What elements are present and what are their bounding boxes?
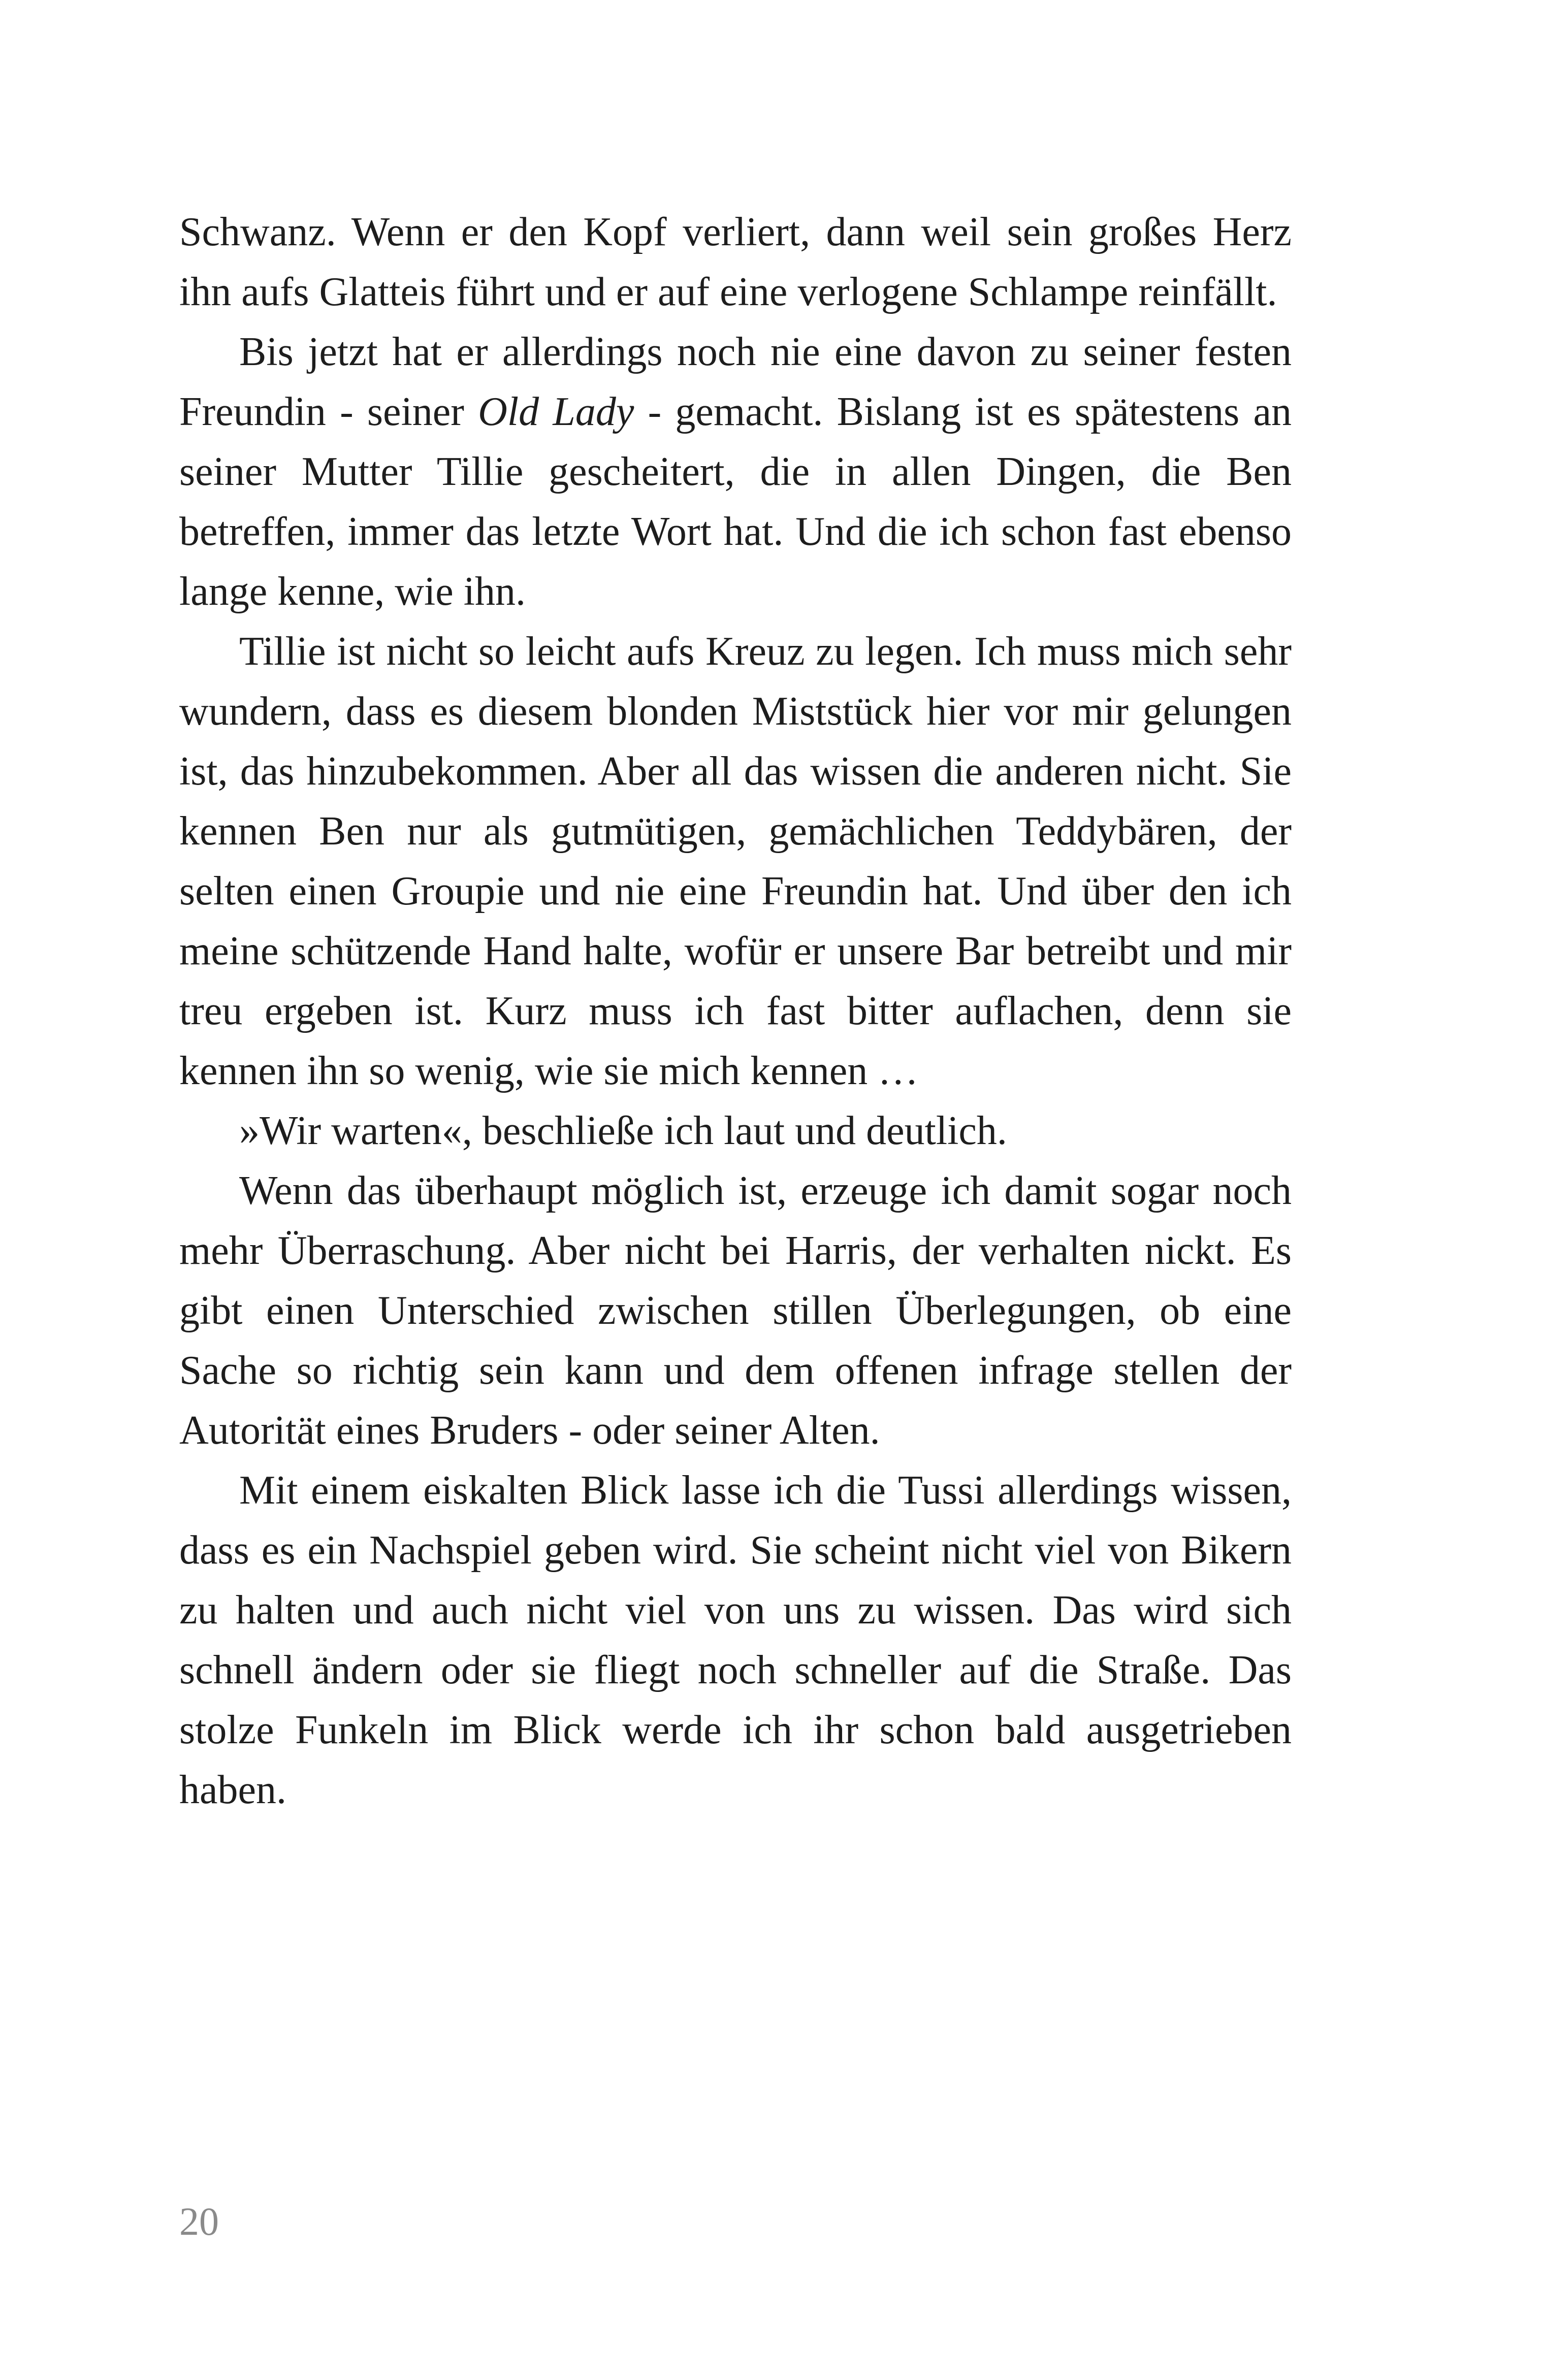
paragraph-2 [179, 322, 1292, 622]
paragraph-3: Tillie ist nicht so leicht aufs Kreuz zu legen. Ich muss mich sehr wundern, dass es diesem blonden Miststück hier vor mir gelungen ist, das hinzubekommen. Aber all das wissen die anderen nicht. Sie kennen Ben nur als gutmütigen, gemächlichen Teddybären, der selten einen Groupie und nie eine Freundin hat. Und über den ich meine schützende Hand halte, wofür er unsere Bar betreibt und mir treu ergeben ist. Kurz muss ich fast bitter auflachen, denn sie kennen ihn so wenig, wie sie mich kennen … [179, 629, 1292, 1093]
page-number: 20 [179, 2199, 219, 2243]
paragraph-2-italic-term: Old Lady [478, 389, 634, 434]
paragraph-2-part-2: - gemacht. Bislang ist es spätestens an seiner Mutter Tillie gescheitert, die in allen Dingen, die Ben betreffen, immer das letzte Wort hat. Und die ich schon fast ebenso lange kenne, wie ihn. [179, 389, 1292, 614]
paragraph-1: Schwanz. Wenn er den Kopf verliert, dann weil sein großes Herz ihn aufs Glatteis führt und er auf eine verlogene Schlampe reinfällt. [179, 210, 1292, 314]
paragraph-4: »Wir warten«, beschließe ich laut und deutlich. [239, 1109, 1007, 1153]
body-text [179, 202, 1292, 1820]
paragraph-2-part-1: Bis jetzt hat er allerdings noch nie eine davon zu seiner festen Freundin - seiner [179, 330, 1292, 434]
paragraph-6: Mit einem eiskalten Blick lasse ich die Tussi allerdings wissen, dass es ein Nachspiel geben wird. Sie scheint nicht viel von Bikern zu halten und auch nicht viel von uns zu wissen. Das wird sich schnell ändern oder sie fliegt noch schneller auf die Straße. Das stolze Funkeln im Blick werde ich ihr schon bald ausgetrieben haben. [179, 1468, 1292, 1812]
paragraph-5: Wenn das überhaupt möglich ist, erzeuge ich damit sogar noch mehr Überraschung. Aber nicht bei Harris, der verhalten nickt. Es gibt einen Unterschied zwischen stillen Überlegungen, ob eine Sache so richtig sein kann und dem offenen infrage stellen der Autorität eines Bruders - oder seiner Alten. [179, 1168, 1292, 1453]
